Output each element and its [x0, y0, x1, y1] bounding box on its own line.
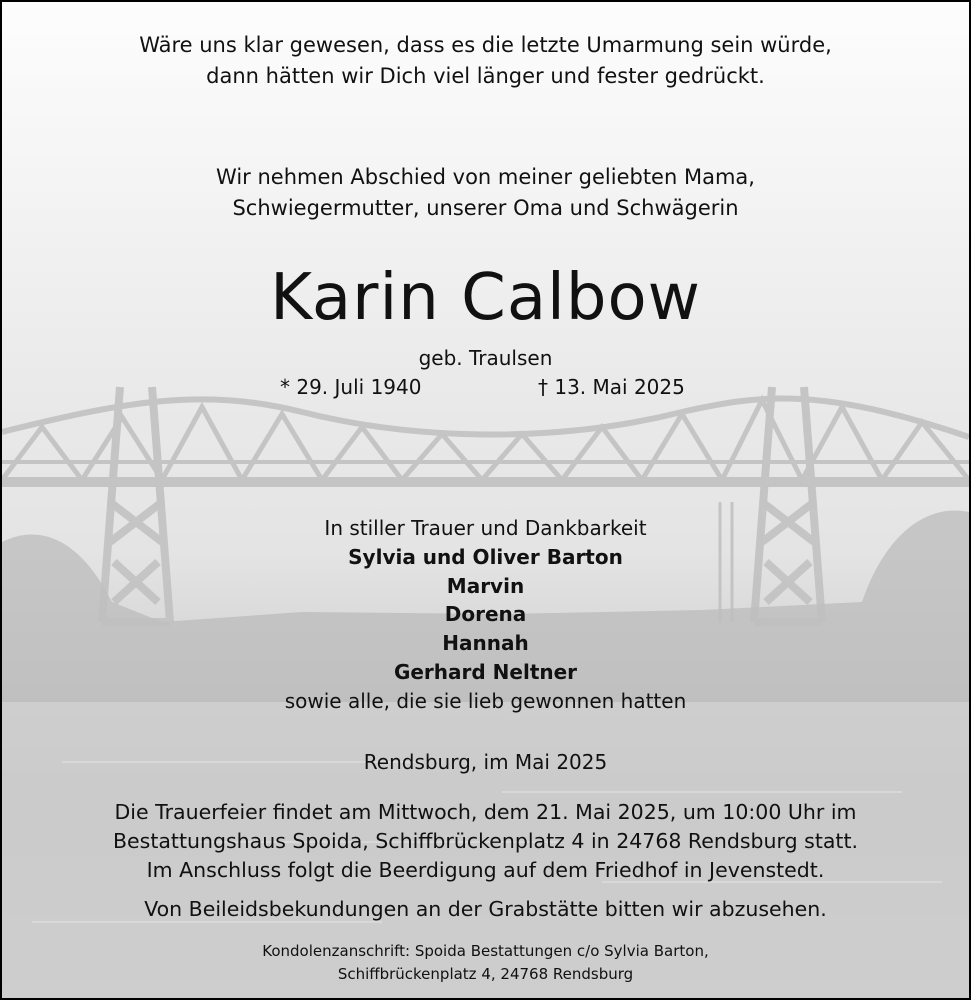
farewell-intro — [2, 162, 969, 224]
service-line: Bestattungshaus Spoida, Schiffbrückenplatz 4 in 24768 Rendsburg statt. — [112, 829, 859, 853]
mourner-name: Marvin — [446, 573, 525, 598]
birth-date: * 29. Juli 1940 — [280, 375, 422, 399]
mourner-name: Sylvia und Oliver Barton — [348, 544, 623, 569]
service-line: Im Anschluss folgt die Beerdigung auf dem Friedhof in Jevenstedt. — [146, 858, 825, 882]
condolence-address — [2, 940, 969, 986]
memorial-verse — [2, 30, 969, 92]
maiden-name: geb. Traulsen — [418, 346, 553, 370]
mourners-block — [2, 514, 969, 716]
address-line: Kondolenzanschrift: Spoida Bestattungen c/o Sylvia Barton, — [262, 942, 709, 960]
intro-line: Schwiegermutter, unserer Oma und Schwägerin — [232, 196, 739, 220]
address-line: Schiffbrückenplatz 4, 24768 Rendsburg — [337, 965, 634, 983]
mourners-intro: In stiller Trauer und Dankbarkeit — [324, 516, 647, 540]
service-line: Die Trauerfeier findet am Mittwoch, dem 21. Mai 2025, um 10:00 Uhr im — [114, 800, 857, 824]
funeral-service-info — [2, 798, 969, 885]
death-date: † 13. Mai 2025 — [538, 375, 685, 399]
place-and-date: Rendsburg, im Mai 2025 — [363, 750, 608, 774]
verse-line: dann hätten wir Dich viel länger und fester gedrückt. — [206, 64, 765, 88]
mourner-name: Gerhard Neltner — [393, 659, 578, 684]
mourner-name: Hannah — [442, 631, 529, 656]
condolence-note: Von Beileidsbekundungen an der Grabstätte bitten wir abzusehen. — [144, 897, 827, 921]
mourner-name: Dorena — [444, 602, 527, 627]
verse-line: Wäre uns klar gewesen, dass es die letzte Umarmung sein würde, — [139, 33, 832, 57]
deceased-name: Karin Calbow — [270, 261, 701, 335]
intro-line: Wir nehmen Abschied von meiner geliebten Mama, — [216, 165, 755, 189]
mourners-closing: sowie alle, die sie lieb gewonnen hatten — [284, 688, 687, 713]
